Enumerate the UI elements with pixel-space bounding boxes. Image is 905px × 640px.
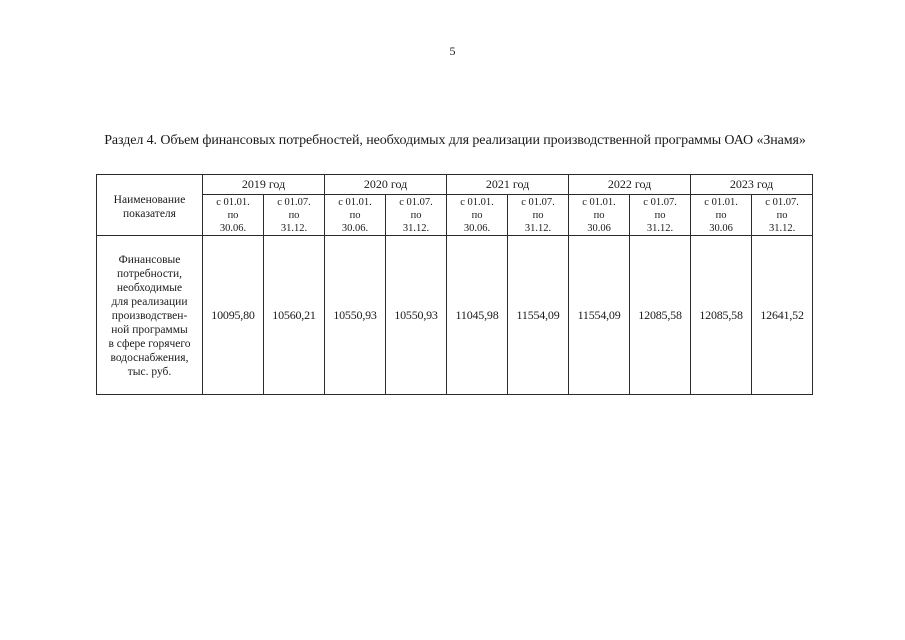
financial-needs-table [96,174,813,395]
period-from: с 01.01. [460,196,494,208]
period-header-row [97,195,813,236]
period-header [386,195,447,236]
year-header-2023: 2023 год [691,175,813,195]
period-header [691,195,752,236]
period-header [264,195,325,236]
indicator-name-line: тыс. руб. [127,366,172,378]
indicator-name-line: для реализации [111,296,188,308]
table-row [97,236,813,395]
period-to: 31.12. [768,222,796,234]
value-cell: 10550,93 [386,236,447,395]
value-cell: 10095,80 [203,236,264,395]
section-title: Раздел 4. Объем финансовых потребностей, необходимых для реализации производственной программы ОАО «Знамя» [104,133,806,148]
indicator-name-cell [97,236,203,395]
period-sep: по [776,209,788,221]
period-header [508,195,569,236]
value-cell: 10560,21 [264,236,325,395]
indicator-name-line: ной программы [111,324,188,336]
period-sep: по [410,209,422,221]
indicator-name-line: производствен- [111,310,188,322]
year-header-row [97,175,813,195]
period-sep: по [288,209,300,221]
period-sep: по [349,209,361,221]
indicator-name-header [97,175,203,236]
period-from: с 01.07. [277,196,311,208]
value-cell: 12641,52 [752,236,813,395]
period-header [325,195,386,236]
period-from: с 01.01. [338,196,372,208]
period-sep: по [471,209,483,221]
page-number: 5 [449,44,456,58]
year-header-2020: 2020 год [325,175,447,195]
year-header-2021: 2021 год [447,175,569,195]
value-cell: 11554,09 [569,236,630,395]
indicator-name-line: водоснабжения, [110,352,189,364]
period-to: 30.06 [709,222,733,234]
period-sep: по [532,209,544,221]
period-to: 31.12. [280,222,308,234]
period-header [569,195,630,236]
period-to: 30.06. [219,222,247,234]
header-line: Наименование [113,194,186,206]
year-header-2019: 2019 год [203,175,325,195]
period-to: 31.12. [646,222,674,234]
period-from: с 01.01. [704,196,738,208]
indicator-name-line: потребности, [117,268,182,280]
value-cell: 11045,98 [447,236,508,395]
value-cell: 11554,09 [508,236,569,395]
period-header [752,195,813,236]
indicator-name-line: необходимые [116,282,183,294]
period-sep: по [227,209,239,221]
indicator-name-line: в сфере горячего [108,338,191,350]
period-from: с 01.07. [399,196,433,208]
period-to: 30.06. [341,222,369,234]
period-to: 30.06. [463,222,491,234]
period-from: с 01.07. [765,196,799,208]
period-from: с 01.01. [216,196,250,208]
value-cell: 12085,58 [630,236,691,395]
header-line: показателя [123,208,176,220]
value-cell: 12085,58 [691,236,752,395]
period-header [630,195,691,236]
period-from: с 01.01. [582,196,616,208]
period-to: 30.06 [587,222,611,234]
period-from: с 01.07. [643,196,677,208]
period-to: 31.12. [402,222,430,234]
year-header-2022: 2022 год [569,175,691,195]
period-header [447,195,508,236]
indicator-name-line: Финансовые [118,254,181,266]
value-cell: 10550,93 [325,236,386,395]
period-to: 31.12. [524,222,552,234]
period-from: с 01.07. [521,196,555,208]
period-sep: по [654,209,666,221]
period-sep: по [593,209,605,221]
period-sep: по [715,209,727,221]
period-header [203,195,264,236]
